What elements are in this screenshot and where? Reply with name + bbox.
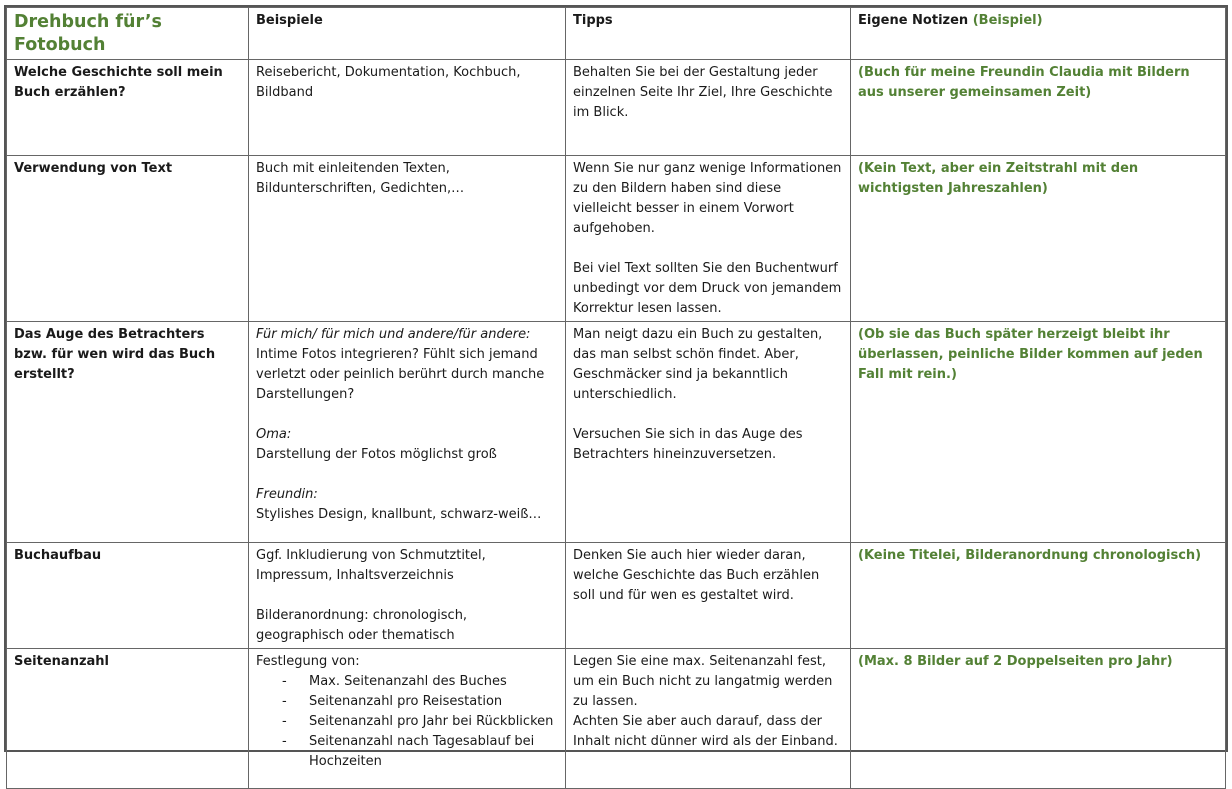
header-notizen-label: Eigene Notizen [858,13,969,28]
notiz-cell: (Ob sie das Buch später herzeigt bleibt ihr überlassen, peinliche Bilder kommen auf jeden Fall mit rein.) [851,322,1226,543]
tipps-text: Man neigt dazu ein Buch zu gestalten, das man selbst schön findet. Aber, Geschmäcker sind ja bekanntlich unterschiedlich. [573,327,823,402]
tipps-cell [566,156,851,322]
beispiele-cell [249,60,566,156]
header-notizen [851,8,1226,60]
beispiele-text: Buch mit einleitenden Texten, Bildunterschriften, Gedichten,… [256,161,465,196]
beispiele-cell [249,649,566,789]
beispiele-text: Ggf. Inkludierung von Schmutztitel, Impressum, Inhaltsverzeichnis [256,548,486,583]
tipps-text: Legen Sie eine max. Seitenanzahl fest, um ein Buch nicht zu langatmig werden zu lassen. [573,654,833,709]
tipps-text: Achten Sie aber auch darauf, dass der Inhalt nicht dünner wird als der Einband. [573,714,838,749]
list-item: - Seitenanzahl pro Reisestation [282,692,558,712]
tipps-cell [566,649,851,789]
header-row [7,8,1226,60]
beispiele-cell [249,156,566,322]
header-notizen-example: (Beispiel) [972,13,1043,28]
beispiele-text: Reisebericht, Dokumentation, Kochbuch, Bildband [256,65,521,100]
tipps-text: Bei viel Text sollten Sie den Buchentwurf unbedingt vor dem Druck von jemandem Korrektur lesen lassen. [573,261,842,316]
row-label: Buchaufbau [7,543,249,649]
table-row [7,543,1226,649]
list-item: - Seitenanzahl nach Tagesablauf bei Hochzeiten [282,732,558,772]
tipps-cell [566,60,851,156]
beispiele-heading: Freundin: [256,487,318,502]
tipps-cell [566,322,851,543]
beispiele-text: Darstellung der Fotos möglichst groß [256,447,497,462]
document-page [4,5,1228,769]
tipps-cell [566,543,851,649]
notiz-cell: (Kein Text, aber ein Zeitstrahl mit den wichtigsten Jahreszahlen) [851,156,1226,322]
notiz-cell: (Buch für meine Freundin Claudia mit Bildern aus unserer gemeinsamen Zeit) [851,60,1226,156]
tipps-text: Wenn Sie nur ganz wenige Informationen zu den Bildern haben sind diese vielleicht besser in einem Vorwort aufgehoben. [573,161,842,236]
beispiele-heading: Oma: [256,427,292,442]
beispiele-text: Stylishes Design, knallbunt, schwarz-weiß… [256,507,542,522]
notiz-cell: (Keine Titelei, Bilderanordnung chronologisch) [851,543,1226,649]
notiz-cell: (Max. 8 Bilder auf 2 Doppelseiten pro Jahr) [851,649,1226,789]
beispiele-list [256,672,558,772]
beispiele-cell [249,543,566,649]
header-beispiele: Beispiele [249,8,566,60]
table-title: Drehbuch für’s Fotobuch [7,8,249,60]
list-item: - Seitenanzahl pro Jahr bei Rückblicken [282,712,558,732]
tipps-text: Behalten Sie bei der Gestaltung jeder einzelnen Seite Ihr Ziel, Ihre Geschichte im Blick. [573,65,833,120]
tipps-text: Versuchen Sie sich in das Auge des Betrachters hineinzuversetzen. [573,427,803,462]
row-label: Das Auge des Betrachters bzw. für wen wird das Buch erstellt? [7,322,249,543]
table-row [7,649,1226,789]
storyboard-table [6,7,1226,789]
table-row [7,322,1226,543]
tipps-text: Denken Sie auch hier wieder daran, welche Geschichte das Buch erzählen soll und für wen es gestaltet wird. [573,548,820,603]
beispiele-text: Intime Fotos integrieren? Fühlt sich jemand verletzt oder peinlich berührt durch manche Darstellungen? [256,347,545,402]
table-row [7,60,1226,156]
row-label: Verwendung von Text [7,156,249,322]
beispiele-heading: Für mich/ für mich und andere/für andere: [256,327,531,342]
table-row [7,156,1226,322]
header-tipps: Tipps [566,8,851,60]
row-label: Seitenanzahl [7,649,249,789]
beispiele-text: Festlegung von: [256,654,360,669]
beispiele-cell [249,322,566,543]
list-item: - Max. Seitenanzahl des Buches [282,672,558,692]
row-label: Welche Geschichte soll mein Buch erzählen? [7,60,249,156]
beispiele-text: Bilderanordnung: chronologisch, geographisch oder thematisch [256,608,468,643]
